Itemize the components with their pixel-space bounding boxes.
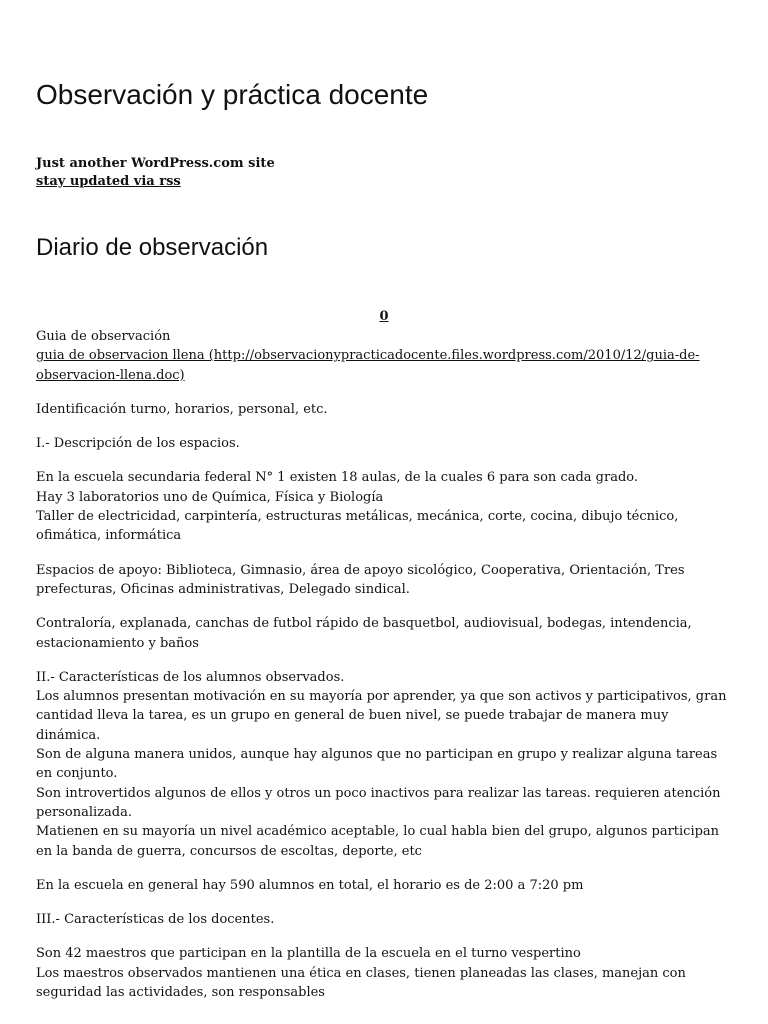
guide-heading: Guia de observación [36,329,171,344]
site-tagline: Just another WordPress.com site [36,156,275,171]
site-title[interactable]: Observación y práctica docente [36,79,429,110]
students-line: Son introvertidos algunos de ellos y otros un poco inactivos para realizar las tareas. requieren atención personalizada. [36,785,721,820]
spaces-line: Taller de electricidad, carpintería, estructuras metálicas, mecánica, corte, cocina, dibujo técnico, ofimática, informática [36,509,679,544]
teachers-line: Son 42 maestros que participan en la plantilla de la escuela en el turno vespertino [36,946,581,962]
comments-count-link[interactable]: 0 [379,309,389,324]
rss-link[interactable]: stay updated via rss [36,174,181,189]
students-line: Son de alguna manera unidos, aunque hay algunos que no participan en grupo y realizar alguna tareas en conjunto. [36,747,718,782]
section-1-heading: I.- Descripción de los espacios. [36,436,240,452]
post-title[interactable]: Diario de observación [36,234,269,261]
section-3-heading: III.- Características de los docentes. [36,912,275,928]
students-line: Los alumnos presentan motivación en su mayoría por aprender, ya que son activos y participativos, gran cantidad lleva la tarea, es un grupo en general de buen nivel, se puede trabajar de manera muy dinámica. [36,689,727,743]
students-line: Matienen en su mayoría un nivel académico aceptable, lo cual habla bien del grupo, algunos participan en la banda de guerra, concursos de escoltas, deporte, etc [36,824,720,859]
other-spaces-paragraph: Contraloría, explanada, canchas de futbol rápido de basquetbol, audiovisual, bodegas, intendencia, estacionamiento y baños [36,616,692,651]
identification-paragraph: Identificación turno, horarios, personal, etc. [36,401,328,417]
students-paragraph [36,668,730,861]
guide-paragraph [36,327,730,385]
section-2-heading: II.- Características de los alumnos observados. [36,669,345,685]
spaces-line: Hay 3 laboratorios uno de Química, Física y Biología [36,489,384,505]
spaces-paragraph [36,468,730,545]
guide-document-link[interactable]: guia de observacion llena (http://observacionypracticadocente.files.wordpress.com/2010/12/guia-de-observacion-llena.doc) [36,348,700,383]
teachers-paragraph [36,944,730,1002]
school-stats-paragraph: En la escuela en general hay 590 alumnos en total, el horario es de 2:00 a 7:20 pm [36,877,584,893]
spaces-line: En la escuela secundaria federal N° 1 existen 18 aulas, de la cuales 6 para son cada grado. [36,470,639,486]
support-spaces-paragraph: Espacios de apoyo: Biblioteca, Gimnasio, área de apoyo sicológico, Cooperativa, Orientación, Tres prefecturas, Oficinas administrativas, Delegado sindical. [36,562,685,597]
post-content [36,327,730,1017]
teachers-line: Los maestros observados mantienen una ética en clases, tienen planeadas las clases, manejan con seguridad las actividades, son responsables [36,965,686,1001]
